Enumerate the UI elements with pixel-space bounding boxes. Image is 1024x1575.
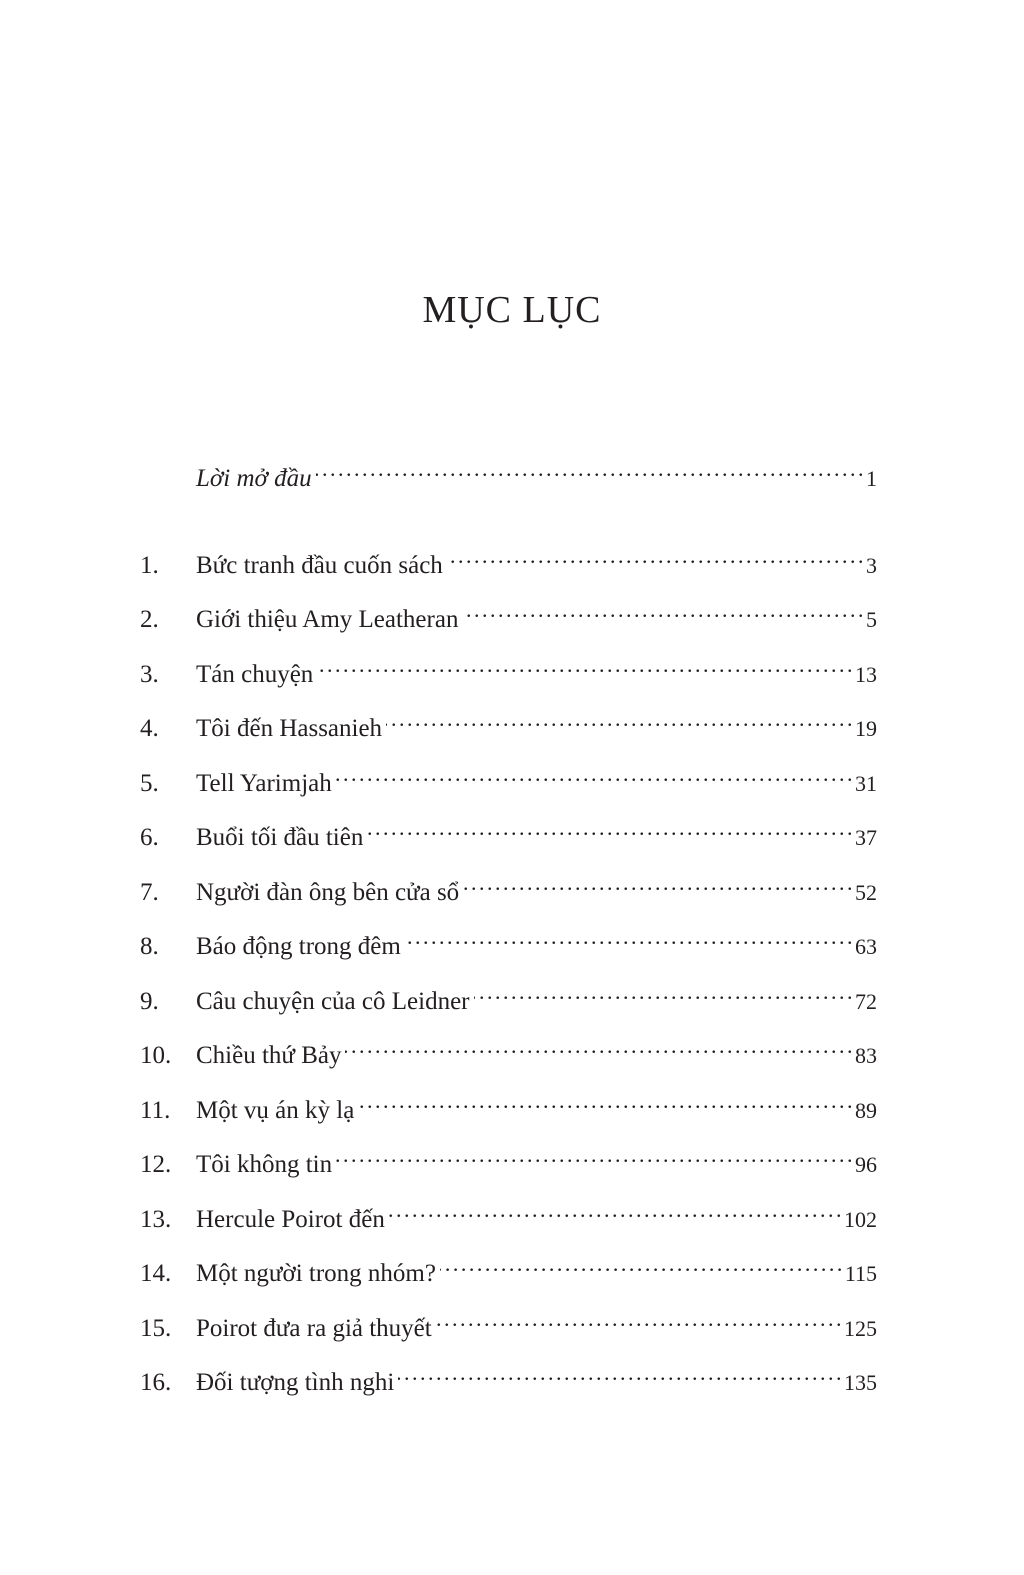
toc-page-number: 63 bbox=[855, 934, 877, 959]
toc-row[interactable] bbox=[140, 975, 877, 1015]
toc-number: 11. bbox=[140, 1097, 171, 1124]
toc-page-number: 89 bbox=[855, 1098, 877, 1123]
toc-number: 2. bbox=[140, 606, 159, 633]
dot-leader bbox=[405, 920, 851, 954]
dot-leader bbox=[386, 702, 851, 736]
toc-number: 3. bbox=[140, 661, 159, 688]
toc-title: Giới thiệu Amy Leatheran bbox=[196, 606, 459, 633]
dot-leader bbox=[474, 975, 852, 1009]
toc-row[interactable] bbox=[140, 539, 877, 579]
toc-title: Buổi tối đầu tiên bbox=[196, 824, 364, 851]
toc-title: Tôi đến Hassanieh bbox=[196, 715, 383, 742]
toc-title: Hercule Poirot đến bbox=[196, 1206, 385, 1233]
toc-page-number: 83 bbox=[855, 1043, 877, 1068]
dot-leader bbox=[462, 593, 862, 627]
dot-leader bbox=[463, 866, 851, 900]
toc-number: 4. bbox=[140, 715, 159, 742]
toc-row[interactable] bbox=[140, 811, 877, 851]
toc-title: Một vụ án kỳ lạ bbox=[196, 1097, 355, 1124]
dot-leader bbox=[440, 1247, 841, 1281]
page-title: MỤC LỤC bbox=[422, 289, 602, 331]
dot-leader bbox=[398, 1356, 840, 1390]
dot-leader bbox=[389, 1193, 840, 1227]
toc-title: Tell Yarimjah bbox=[196, 770, 332, 797]
toc-page-number: 1 bbox=[866, 466, 877, 491]
toc-page-number: 115 bbox=[844, 1261, 877, 1286]
toc-title: Tán chuyện bbox=[196, 661, 314, 688]
toc-row[interactable] bbox=[140, 866, 877, 906]
toc-page-number: 3 bbox=[866, 553, 877, 578]
toc-page-number: 13 bbox=[855, 662, 877, 687]
dot-leader bbox=[358, 1084, 851, 1118]
toc-page-number: 72 bbox=[855, 989, 877, 1014]
toc-title: Câu chuyện của cô Leidner bbox=[196, 988, 470, 1015]
toc-number: 8. bbox=[140, 933, 159, 960]
toc-page-number: 102 bbox=[844, 1207, 877, 1232]
toc-row[interactable] bbox=[140, 1247, 877, 1287]
dot-leader bbox=[317, 648, 851, 682]
toc-page-number: 135 bbox=[844, 1370, 877, 1395]
dot-leader bbox=[345, 1029, 851, 1063]
toc-number: 13. bbox=[140, 1206, 172, 1233]
toc-page-number: 125 bbox=[844, 1316, 877, 1341]
toc-number: 15. bbox=[140, 1315, 172, 1342]
toc-row[interactable] bbox=[140, 648, 877, 688]
dot-leader bbox=[336, 757, 851, 791]
toc-number: 6. bbox=[140, 824, 159, 851]
toc-number: 14. bbox=[140, 1260, 172, 1287]
toc-page-number: 5 bbox=[866, 607, 877, 632]
toc-row[interactable] bbox=[140, 1356, 877, 1396]
toc-row[interactable] bbox=[140, 1193, 877, 1233]
toc-number: 10. bbox=[140, 1042, 172, 1069]
toc-row[interactable] bbox=[140, 593, 877, 633]
toc-number: 7. bbox=[140, 879, 159, 906]
toc-number: 9. bbox=[140, 988, 159, 1015]
toc-page-number: 96 bbox=[855, 1152, 877, 1177]
toc-row[interactable] bbox=[140, 920, 877, 960]
dot-leader bbox=[367, 811, 851, 845]
toc-title: Đối tượng tình nghi bbox=[196, 1369, 395, 1396]
dot-leader bbox=[436, 1302, 840, 1336]
toc-number: 5. bbox=[140, 770, 159, 797]
toc-row[interactable] bbox=[140, 1302, 877, 1342]
toc-row[interactable] bbox=[140, 1029, 877, 1069]
toc-row[interactable] bbox=[140, 702, 877, 742]
dot-leader bbox=[336, 1138, 851, 1172]
toc-title: Chiều thứ Bảy bbox=[196, 1042, 342, 1069]
dot-leader bbox=[316, 452, 862, 486]
toc-title: Tôi không tin bbox=[196, 1151, 333, 1178]
toc-number: 1. bbox=[140, 552, 159, 579]
toc-row[interactable] bbox=[140, 1138, 877, 1178]
toc-number: 16. bbox=[140, 1369, 172, 1396]
toc-page-number: 37 bbox=[855, 825, 877, 850]
toc-title: Một người trong nhóm? bbox=[196, 1260, 436, 1287]
dot-leader bbox=[447, 539, 862, 573]
toc-row[interactable] bbox=[140, 757, 877, 797]
toc-page-number: 52 bbox=[855, 880, 877, 905]
toc-title: Poirot đưa ra giả thuyết bbox=[196, 1315, 432, 1342]
toc-row-preface[interactable] bbox=[140, 452, 877, 492]
toc-page-number: 31 bbox=[855, 771, 877, 796]
toc-page-number: 19 bbox=[855, 716, 877, 741]
toc-title: Báo động trong đêm bbox=[196, 933, 401, 960]
toc-title: Lời mở đầu bbox=[196, 465, 312, 492]
toc-title: Bức tranh đầu cuốn sách bbox=[196, 552, 443, 579]
toc-row[interactable] bbox=[140, 1084, 877, 1124]
toc-number: 12. bbox=[140, 1151, 172, 1178]
toc-title: Người đàn ông bên cửa sổ bbox=[196, 879, 460, 906]
